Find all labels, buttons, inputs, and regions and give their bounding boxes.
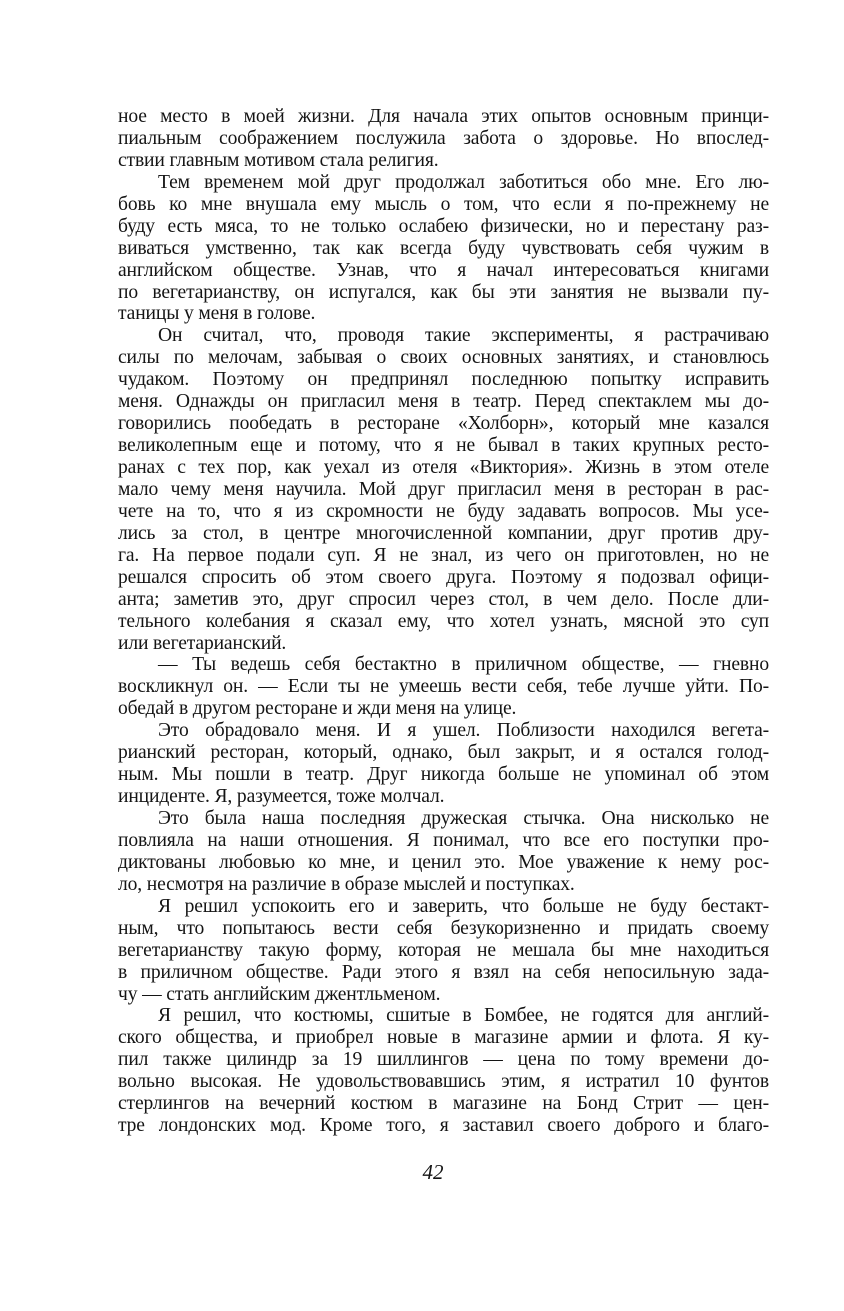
text-line: ского общества, и приобрел новые в магазине армии и флота. Я ку-	[118, 1027, 769, 1049]
text-line: инциденте. Я, разумеется, тоже молчал.	[118, 786, 445, 808]
text-line: воскликнул он. — Если ты не умеешь вести себя, тебе лучше уйти. По-	[118, 676, 769, 698]
text-line: повлияла на наши отношения. Я понимал, что все его поступки про-	[118, 829, 769, 851]
text-line: Я решил успокоить его и заверить, что больше не буду бестакт-	[158, 895, 769, 917]
text-line: великолепным еще и потому, что я не бывал в таких крупных ресто-	[118, 435, 769, 457]
paragraph	[118, 325, 769, 654]
paragraph	[118, 1005, 769, 1137]
text-line: анта; заметив это, друг спросил через стол, в чем дело. После дли-	[118, 588, 769, 610]
text-line: стерлингов на вечерний костюм в магазине на Бонд Стрит — цен-	[118, 1093, 769, 1115]
text-line: ным, что попытаюсь вести себя безукоризненно и придать своему	[118, 917, 769, 939]
text-line: вольно высокая. Не удовольствовавшись этим, я истратил 10 фунтов	[118, 1071, 769, 1093]
text-line: английском обществе. Узнав, что я начал интересоваться книгами	[118, 259, 769, 281]
text-line: Он считал, что, проводя такие эксперименты, я растрачиваю	[158, 325, 769, 347]
text-line: Это обрадовало меня. И я ушел. Поблизости находился вегета-	[158, 720, 769, 742]
text-line: решался спросить об этом своего друга. Поэтому я подозвал офици-	[118, 566, 769, 588]
text-line: в приличном обществе. Ради этого я взял на себя непосильную зада-	[118, 961, 769, 983]
text-line: мало чему меня научила. Мой друг пригласил меня в ресторан в рас-	[118, 478, 769, 500]
paragraph	[118, 106, 769, 172]
text-line: виваться умственно, так как всегда буду чувствовать себя чужим в	[118, 237, 769, 259]
body-text	[118, 106, 769, 1137]
page-number: 42	[422, 1160, 444, 1184]
text-line: ранах с тех пор, как уехал из отеля «Виктория». Жизнь в этом отеле	[118, 457, 769, 478]
text-line: тре лондонских мод. Кроме того, я заставил своего доброго и благо-	[118, 1115, 769, 1137]
text-line: лись за стол, в центре многочисленной компании, друг против дру-	[118, 522, 769, 544]
text-line: или вегетарианский.	[118, 632, 287, 654]
text-line: чете на то, что я из скромности не буду задавать вопросов. Мы усе-	[118, 500, 769, 522]
paragraph	[118, 808, 769, 896]
text-line: говорились пообедать в ресторане «Холборн», который мне казался	[118, 413, 769, 435]
text-line: пиальным соображением послужила забота о здоровье. Но впослед-	[118, 127, 769, 149]
text-line: чу — стать английским джентльменом.	[118, 983, 441, 1005]
text-line: ным. Мы пошли в театр. Друг никогда больше не упоминал об этом	[118, 764, 769, 786]
text-line: тельного колебания я сказал ему, что хотел узнать, мясной это суп	[118, 610, 769, 632]
text-line: Я решил, что костюмы, сшитые в Бомбее, не годятся для англий-	[158, 1005, 769, 1027]
text-line: га. На первое подали суп. Я не знал, из чего он приготовлен, но не	[118, 544, 769, 566]
text-line: ствии главным мотивом стала религия.	[118, 149, 439, 171]
text-line: ло, несмотря на различие в образе мыслей и поступках.	[118, 873, 575, 895]
text-line: — Ты ведешь себя бестактно в приличном обществе, — гневно	[158, 654, 769, 676]
text-line: Это была наша последняя дружеская стычка. Она нисколько не	[158, 808, 769, 829]
text-line: обедай в другом ресторане и жди меня на улице.	[118, 698, 517, 720]
text-line: пил также цилиндр за 19 шиллингов — цена по тому времени до-	[118, 1049, 769, 1071]
text-line: чудаком. Поэтому он предпринял последнюю попытку исправить	[118, 369, 769, 391]
text-line: вегетарианству такую форму, которая не мешала бы мне находиться	[118, 939, 769, 961]
paragraph	[118, 172, 769, 326]
paragraph	[118, 654, 769, 720]
text-line: таницы у меня в голове.	[118, 303, 316, 325]
text-line: силы по мелочам, забывая о своих основных занятиях, и становлюсь	[118, 347, 769, 369]
text-line: Тем временем мой друг продолжал заботиться обо мне. Его лю-	[158, 171, 769, 193]
text-line: буду есть мяса, то не только ослабею физически, но и перестану раз-	[118, 215, 769, 237]
text-line: рианский ресторан, который, однако, был закрыт, и я остался голод-	[118, 742, 769, 764]
text-line: меня. Однажды он пригласил меня в театр. Перед спектаклем мы до-	[118, 391, 769, 413]
text-line: ное место в моей жизни. Для начала этих опытов основным принци-	[118, 106, 769, 127]
text-line: бовь ко мне внушала ему мысль о том, что если я по-прежнему не	[118, 193, 769, 215]
paragraph	[118, 896, 769, 1006]
text-line: по вегетарианству, он испугался, как бы эти занятия не вызвали пу-	[118, 281, 769, 303]
text-line: диктованы любовью ко мне, и ценил это. Мое уважение к нему рос-	[118, 851, 769, 873]
paragraph	[118, 720, 769, 808]
